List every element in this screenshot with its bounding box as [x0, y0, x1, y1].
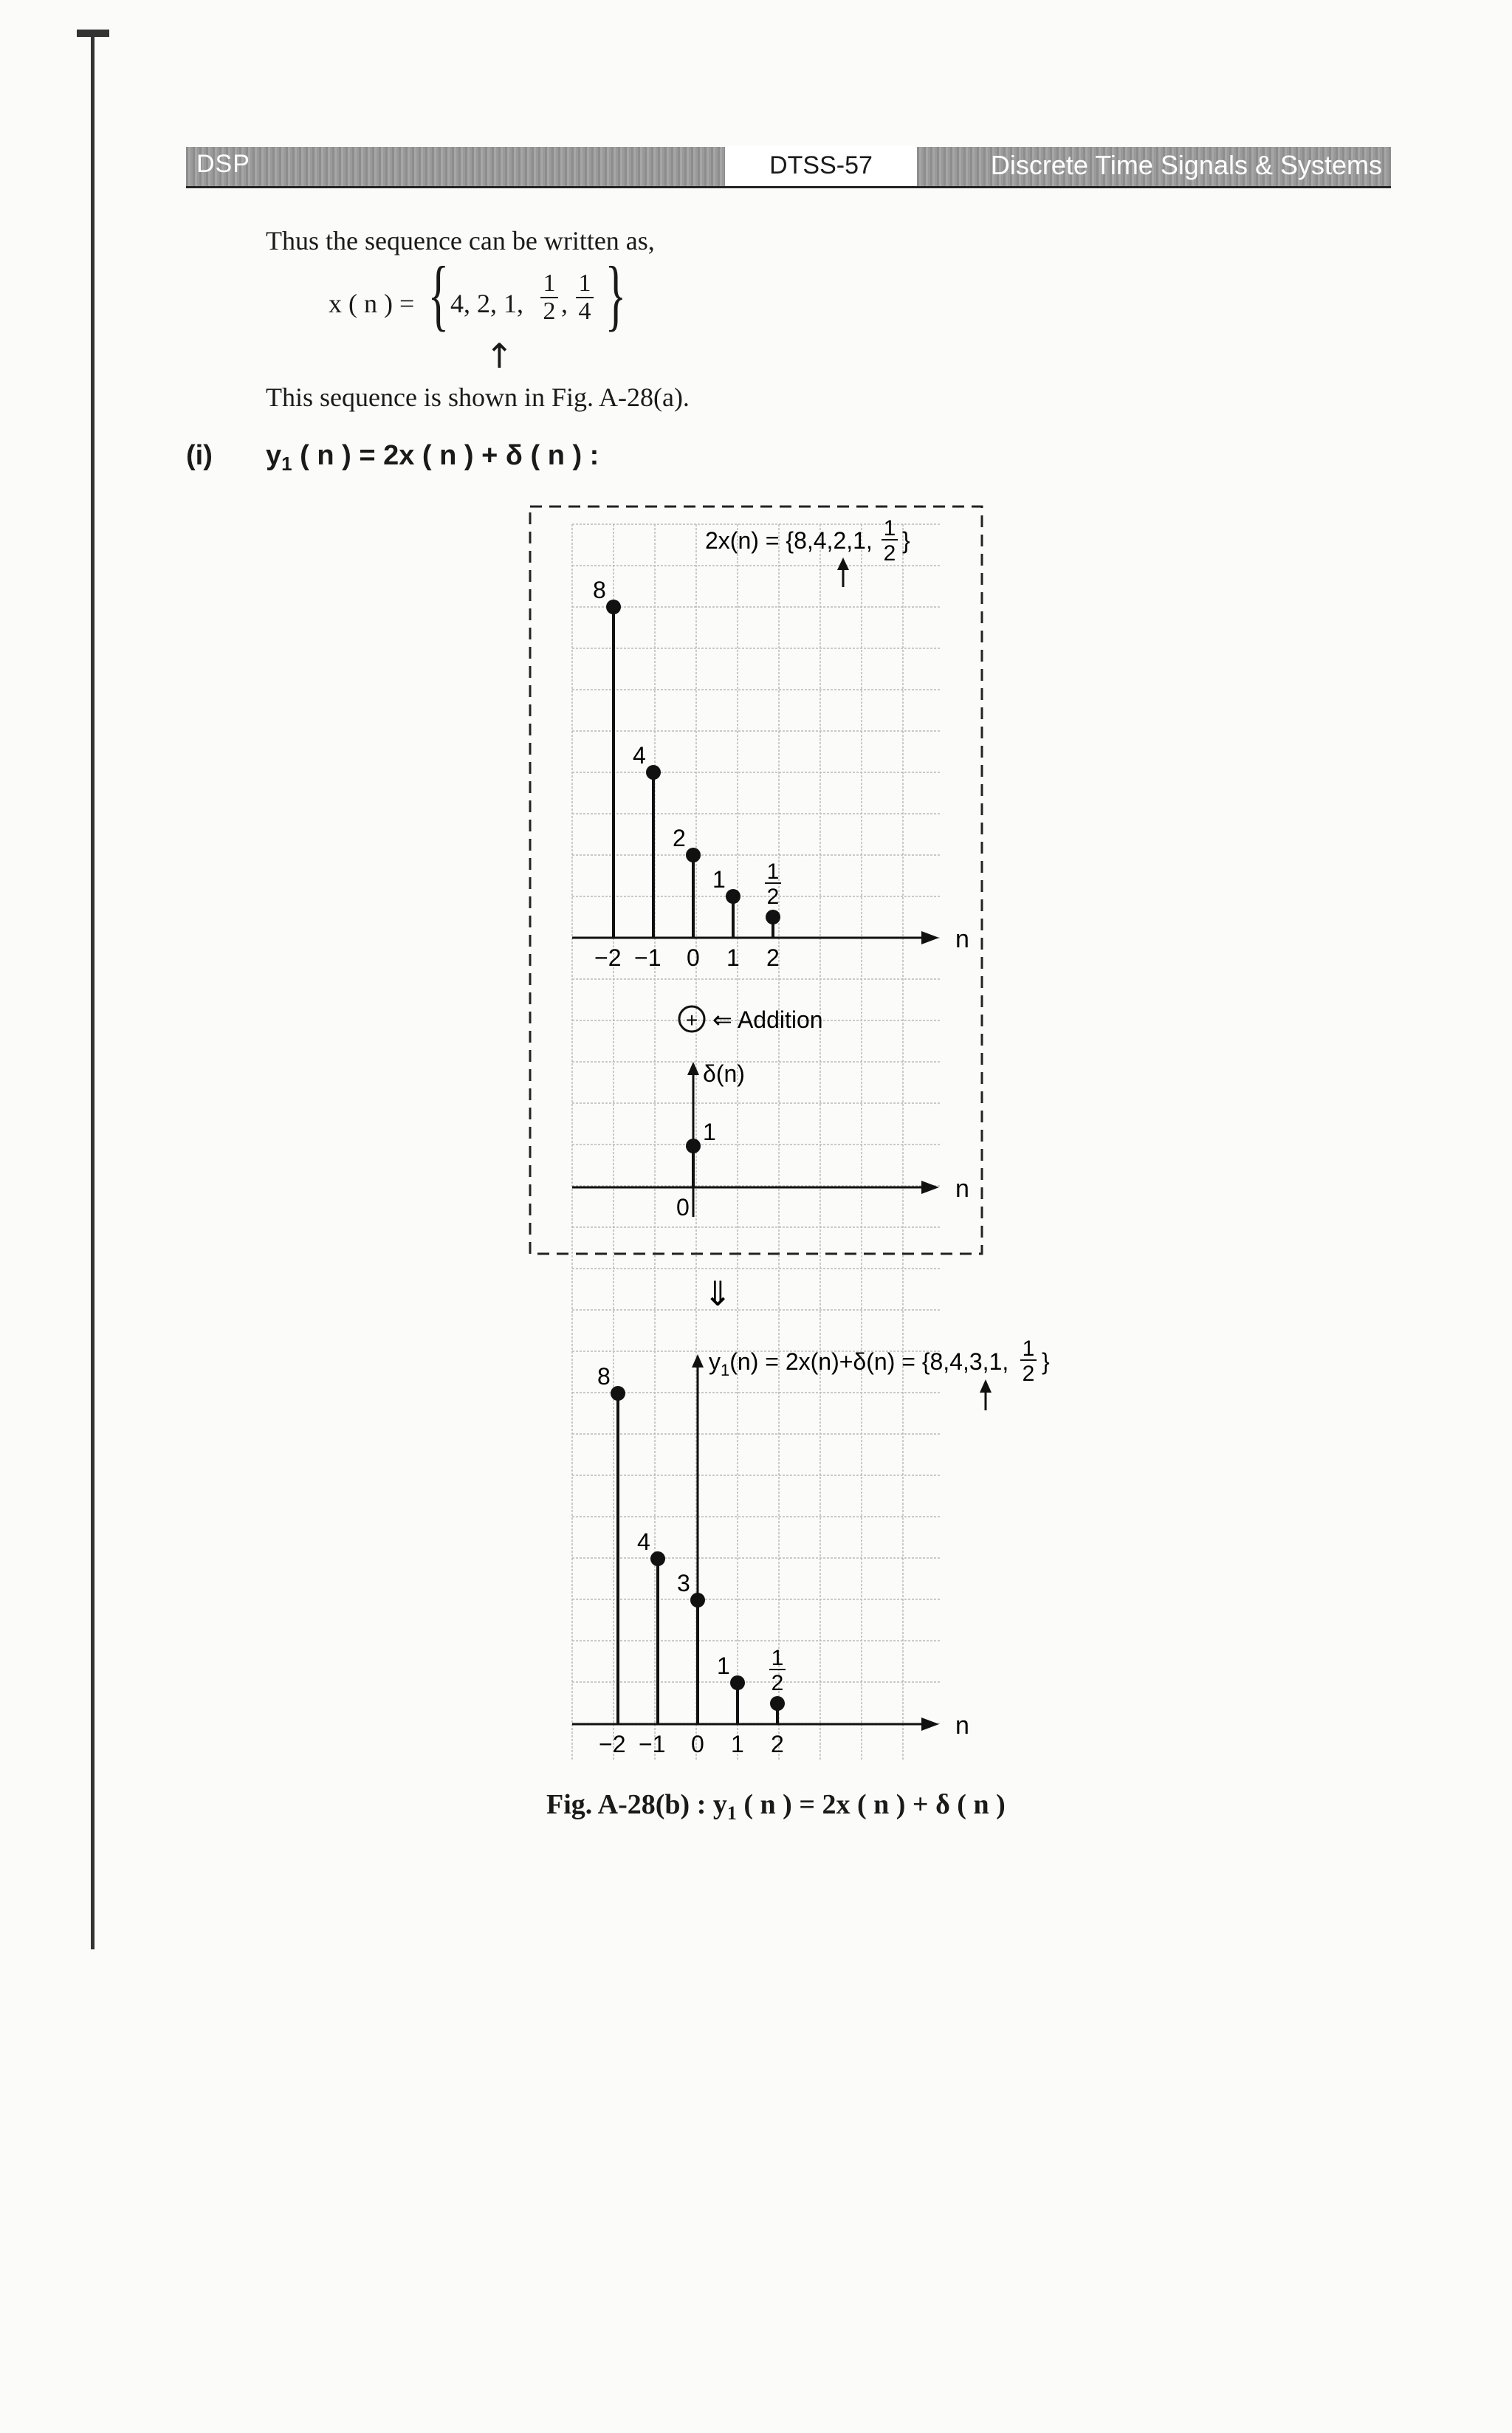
bottom-sequence-label: $y_1(n) = 2x(n)+\delta(n) = \{8,4,3,1$, — [709, 1348, 1009, 1379]
tick-label: −2 — [594, 944, 622, 971]
header-left: DSP — [196, 150, 250, 178]
svg-text:+: + — [685, 1009, 698, 1032]
left-brace: { — [427, 251, 450, 339]
tick-label: −1 — [634, 944, 662, 971]
tick-label: 1 — [726, 944, 740, 971]
origin-arrow-icon: ↑ — [485, 336, 514, 376]
stem-point — [606, 600, 621, 614]
value-label: 8 — [597, 1363, 611, 1390]
graph-paper-grid — [572, 524, 941, 1761]
stem-point — [726, 889, 740, 904]
top-sequence-fraction — [882, 516, 898, 566]
svg-text:2: 2 — [883, 541, 896, 566]
header-chapter: Discrete Time Signals & Systems — [990, 150, 1382, 180]
axis-label-n: n — [955, 1175, 969, 1203]
svg-text:}: } — [1042, 1348, 1050, 1375]
axis-label-n: n — [955, 925, 969, 953]
stem-point — [650, 1551, 665, 1566]
right-brace: } — [605, 251, 627, 339]
header-page-number: DTSS-57 — [725, 145, 917, 186]
svg-text:1: 1 — [771, 1646, 784, 1670]
value-label: 4 — [637, 1528, 650, 1555]
stem-point — [730, 1675, 745, 1690]
axis-arrow-icon — [921, 1717, 939, 1731]
axis-arrow-icon — [921, 1181, 939, 1194]
value-label — [765, 859, 781, 909]
dashed-frame — [530, 507, 982, 1254]
section-number: (i) — [186, 440, 213, 471]
addition-label: ⇐ Addition — [712, 1006, 823, 1033]
eq-lhs: x ( n ) = — [329, 289, 415, 318]
fraction-quarter: 1 4 — [574, 270, 595, 325]
value-label: 2 — [673, 825, 686, 851]
origin-arrow-icon — [837, 557, 849, 570]
svg-text:2: 2 — [771, 1671, 784, 1695]
svg-text:1: 1 — [1022, 1336, 1035, 1361]
stem-point — [646, 765, 661, 780]
figure-reference: This sequence is shown in Fig. A-28(a). — [266, 382, 690, 412]
svg-text:2: 2 — [1022, 1362, 1035, 1386]
stem-point — [766, 910, 780, 924]
axis-label-n: n — [955, 1712, 969, 1740]
value-label: 1 — [717, 1653, 730, 1679]
stem-point — [686, 1139, 701, 1153]
value-label: 8 — [593, 577, 606, 603]
axis-arrow-icon — [692, 1354, 704, 1368]
intro-line: Thus the sequence can be written as, — [266, 226, 655, 255]
result-arrow-icon: ⇓ — [703, 1274, 732, 1314]
value-label — [769, 1646, 786, 1695]
tick-label: −1 — [639, 1731, 666, 1757]
stem-point — [611, 1386, 625, 1401]
axis-arrow-icon — [921, 931, 939, 944]
eq-items: 4, 2, 1, — [450, 289, 523, 318]
eq-comma: , — [561, 289, 568, 318]
tick-label: 1 — [731, 1731, 744, 1757]
bottom-sequence-fraction — [1020, 1336, 1037, 1386]
tick-label: 0 — [691, 1731, 704, 1757]
axes — [572, 931, 939, 1731]
stem-point — [690, 1593, 705, 1607]
svg-text:}: } — [902, 527, 910, 554]
svg-text:1: 1 — [883, 516, 896, 541]
value-label: 3 — [677, 1570, 690, 1596]
stem-point — [770, 1696, 785, 1711]
tick-label: −2 — [599, 1731, 626, 1757]
tick-label: 2 — [771, 1731, 784, 1757]
stem-point — [686, 848, 701, 862]
svg-text:2: 2 — [766, 885, 780, 909]
fraction-half: 1 2 — [539, 270, 560, 325]
delta-axis-label: δ(n) — [703, 1060, 745, 1087]
section-equation: $y_1$ ( n ) = 2x ( n ) + δ ( n ) : — [266, 440, 599, 475]
svg-text:1: 1 — [766, 859, 780, 884]
figure-caption: Fig. A-28(b) : $y_1$ ( n ) = 2x ( n ) + δ ( n ) — [546, 1789, 1006, 1824]
top-sequence-label: 2x(n) = {8,4,2,1, — [705, 527, 873, 554]
axis-arrow-icon — [687, 1062, 699, 1075]
value-label: 1 — [712, 866, 726, 893]
value-label: 1 — [703, 1119, 716, 1145]
tick-label: 2 — [766, 944, 780, 971]
origin-arrow-icon — [980, 1379, 992, 1393]
tick-label: 0 — [676, 1194, 690, 1221]
tick-label: 0 — [687, 944, 700, 971]
value-label: 4 — [633, 742, 646, 769]
